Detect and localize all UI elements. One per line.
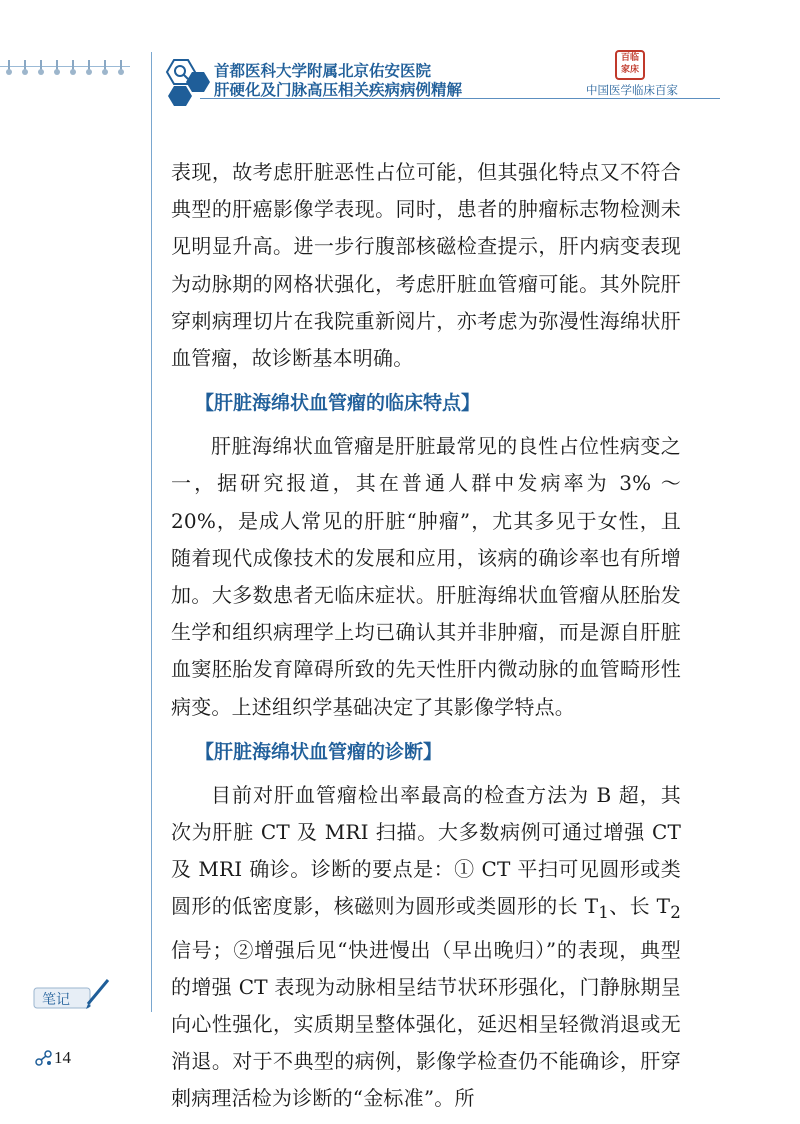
seal-icon: 百临家床 (615, 50, 645, 80)
page-content (171, 154, 681, 1118)
section-heading-clinical: 【肝脏海绵状血管瘤的临床特点】 (195, 392, 481, 415)
note-label: 笔记 (42, 992, 70, 1008)
node-network-icon (35, 1050, 53, 1066)
paragraph-3: 目前对肝血管瘤检出率最高的检查方法为 B 超，其次为肝脏 CT 及 MRI 扫描。大多数病例可通过增强 CT 及 MRI 确诊。诊断的要点是：① CT 平扫可见圆形或类圆形的低密度影，核磁则为圆形或类圆形的长 $T_1$、长 $T_2$ 信号；②增强后见“快进慢出（早出晚归）”的表现，典型的增强 CT 表现为动脉相呈结节状环形强化，门静脉期呈向心性强化，实质期呈整体强化，延迟相呈轻微消退或无消退。对于不典型的病例，影像学检查仍不能确诊，肝穿刺病理活检为诊断的“金标准”。所 (171, 782, 681, 1111)
paragraph-2: 肝脏海绵状血管瘤是肝脏最常见的良性占位性病变之一，据研究报道，其在普通人群中发病率为 3% ～ 20%，是成人常见的肝脏“肿瘤”，尤其多见于女性，且随着现代成像技术的发展和应用，该病的确诊率也有所增加。大多数患者无临床症状。肝脏海绵状血管瘤从胚胎发生学和组织病理学上均已确认其并非肿瘤，而是源自肝脏血窦胚胎发育障碍所致的先天性肝内微动脉的血管畸形性病变。上述组织学基础决定了其影像学特点。 (171, 434, 681, 719)
notebook-pen-icon (30, 976, 112, 1012)
header-divider (200, 98, 720, 99)
page-number: 14 (54, 1048, 71, 1067)
header-book-title: 肝硬化及门脉高压相关疾病病例精解 (214, 81, 463, 99)
series-label: 中国医学临床百家 (586, 83, 678, 97)
hexagon-magnifier-icon (160, 56, 212, 108)
paragraph-1: 表现，故考虑肝脏恶性占位可能，但其强化特点又不符合典型的肝癌影像学表现。同时，患者的肿瘤标志物检测未见明显升高。进一步行腹部核磁检查提示，肝内病变表现为动脉期的网格状强化，考虑肝脏血管瘤可能。其外院肝穿刺病理切片在我院重新阅片，亦考虑为弥漫性海绵状肝血管瘤，故诊断基本明确。 (171, 160, 681, 371)
margin-ruler (0, 60, 130, 76)
header-hospital: 首都医科大学附属北京佑安医院 (214, 62, 432, 80)
book-header (214, 62, 462, 100)
margin-line (151, 52, 152, 1012)
section-heading-diagnosis: 【肝脏海绵状血管瘤的诊断】 (195, 740, 443, 763)
